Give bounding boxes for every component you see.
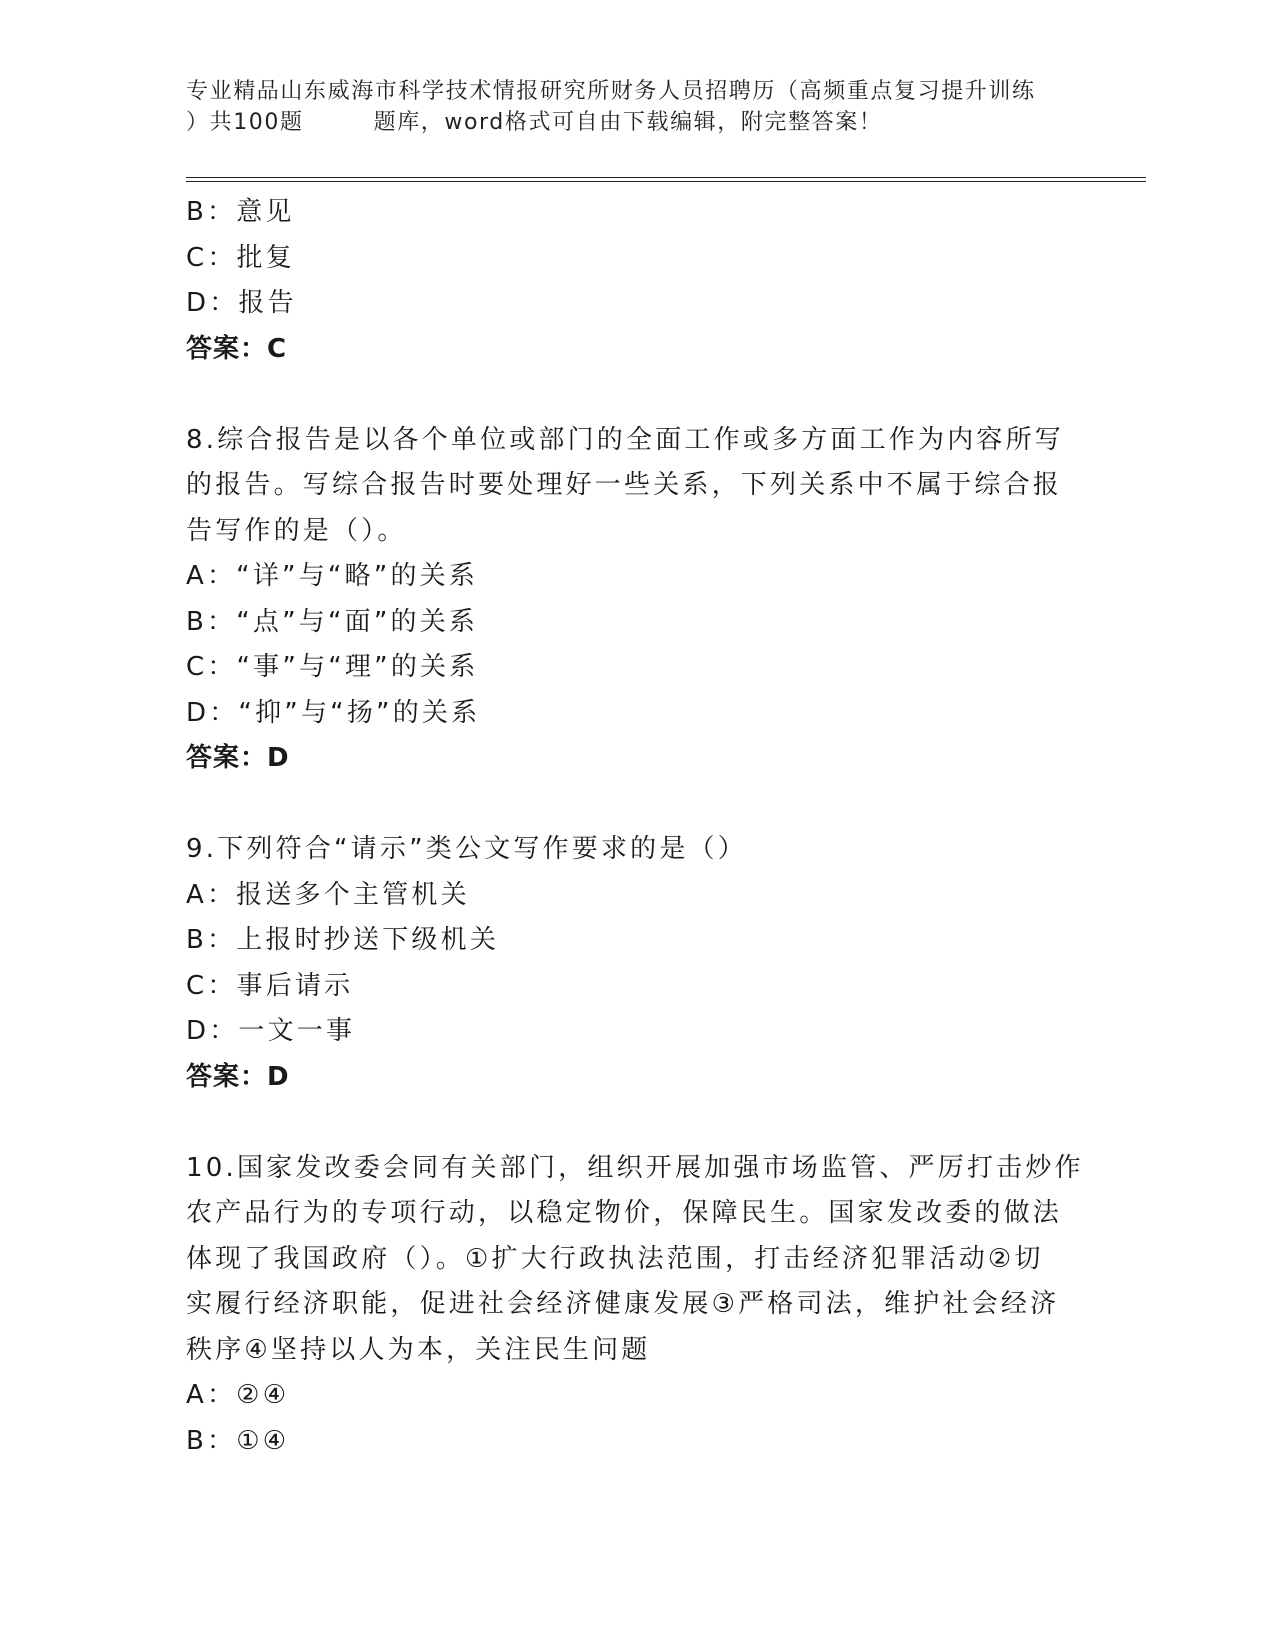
question-10 (186, 1146, 1086, 1465)
question-stem-line: 秩序④坚持以人为本，关注民生问题 (186, 1334, 651, 1365)
option-d: D：一文一事 (186, 1016, 356, 1046)
question-7-tail (186, 190, 1086, 372)
option-a: A：“详”与“略”的关系 (186, 561, 479, 591)
header-line-2-part-2: 题库，word格式可自由下载编辑，附完整答案！ (373, 110, 883, 135)
option-d: D：“抑”与“扬”的关系 (186, 697, 481, 728)
option-c: C：事后请示 (186, 970, 354, 1001)
header-line-2-part-1: ）共100题 (186, 110, 304, 135)
question-8 (186, 418, 1086, 782)
question-9 (186, 827, 1086, 1100)
header-line-2 (186, 107, 1086, 138)
option-d: D：报告 (186, 288, 297, 318)
question-stem-line: 体现了我国政府（）。①扩大行政执法范围，打击经济犯罪活动②切 (186, 1243, 1044, 1274)
header-line-1: 专业精品山东威海市科学技术情报研究所财务人员招聘历（高频重点复习提升训练 (186, 79, 1036, 104)
question-list (186, 190, 1086, 1464)
document-header (186, 76, 1086, 138)
question-stem-line: 10.国家发改委会同有关部门，组织开展加强市场监管、严厉打击炒作 (186, 1152, 1084, 1183)
header-rule-top (186, 177, 1146, 178)
question-stem-line: 告写作的是（）。 (186, 515, 407, 546)
option-b: B：上报时抄送下级机关 (186, 925, 500, 955)
answer: 答案：D (186, 743, 290, 773)
option-b: B：①④ (186, 1425, 290, 1456)
question-stem-line: 农产品行为的专项行动，以稳定物价，保障民生。国家发改委的做法 (186, 1198, 1063, 1228)
header-rule-bottom (186, 181, 1146, 182)
option-c: C：“事”与“理”的关系 (186, 652, 479, 682)
option-a: A：②④ (186, 1380, 290, 1410)
answer: 答案：C (186, 333, 288, 364)
option-b: B：“点”与“面”的关系 (186, 606, 479, 637)
answer: 答案：D (186, 1061, 290, 1092)
question-stem-line: 实履行经济职能，促进社会经济健康发展③严格司法，维护社会经济 (186, 1289, 1060, 1319)
question-stem-line: 8.综合报告是以各个单位或部门的全面工作或多方面工作为内容所写 (186, 424, 1065, 455)
question-stem-line: 的报告。写综合报告时要处理好一些关系，下列关系中不属于综合报 (186, 470, 1063, 500)
option-c: C：批复 (186, 242, 295, 273)
question-stem-line: 9.下列符合“请示”类公文写作要求的是（） (186, 834, 747, 864)
option-b: B：意见 (186, 197, 295, 227)
option-a: A：报送多个主管机关 (186, 879, 470, 910)
